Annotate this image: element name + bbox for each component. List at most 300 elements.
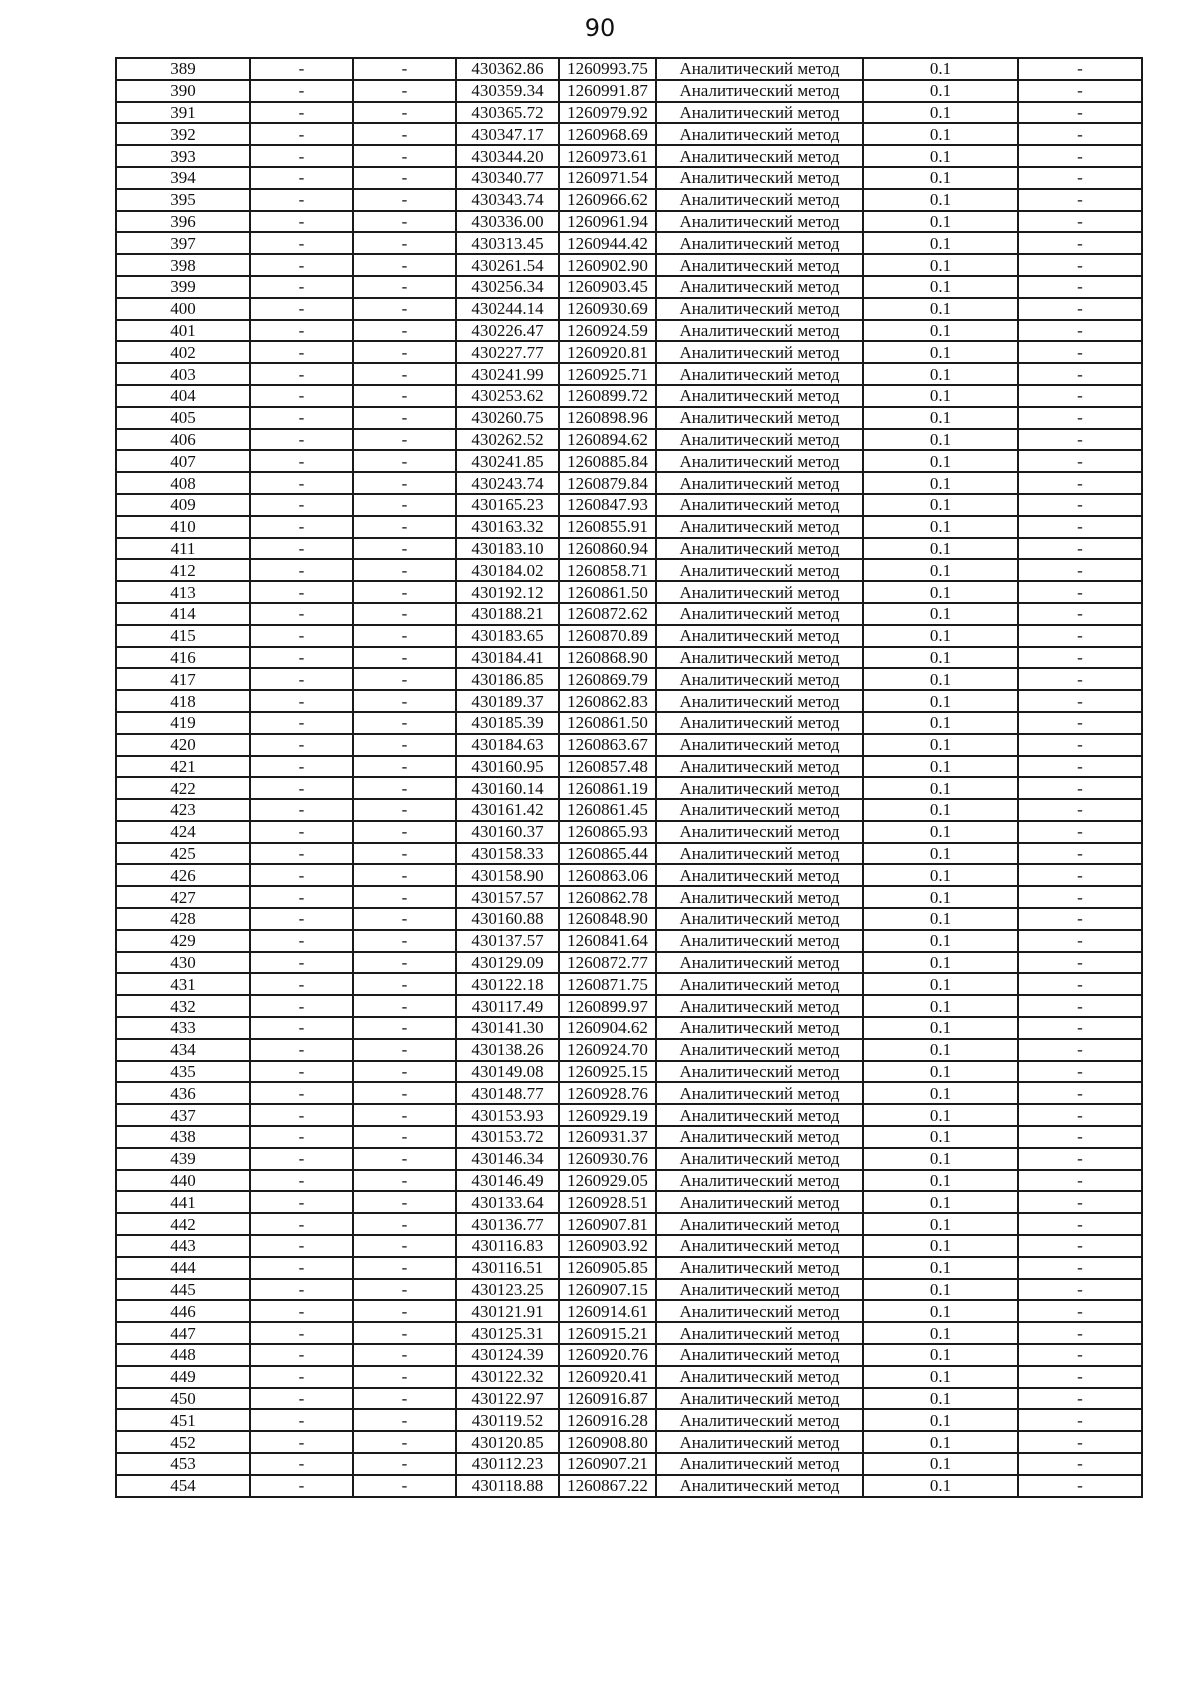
- x-coordinate-cell: 430344.20: [456, 145, 559, 167]
- y-coordinate-cell: 1260855.91: [559, 516, 656, 538]
- point-number-cell: 435: [116, 1061, 250, 1083]
- accuracy-cell: 0.1: [863, 1213, 1018, 1235]
- y-coordinate-cell: 1260924.70: [559, 1039, 656, 1061]
- x-coordinate-cell: 430362.86: [456, 58, 559, 80]
- accuracy-cell: 0.1: [863, 211, 1018, 233]
- method-cell: Аналитический метод: [656, 276, 863, 298]
- blank-cell-a: -: [250, 603, 353, 625]
- blank-cell-a: -: [250, 407, 353, 429]
- table-row: [116, 1213, 1142, 1235]
- y-coordinate-cell: 1260916.87: [559, 1388, 656, 1410]
- method-cell: Аналитический метод: [656, 864, 863, 886]
- y-coordinate-cell: 1260879.84: [559, 472, 656, 494]
- blank-cell-b: -: [353, 320, 456, 342]
- point-number-cell: 409: [116, 494, 250, 516]
- point-number-cell: 400: [116, 298, 250, 320]
- note-cell: -: [1018, 1366, 1142, 1388]
- blank-cell-a: -: [250, 276, 353, 298]
- y-coordinate-cell: 1260898.96: [559, 407, 656, 429]
- point-number-cell: 451: [116, 1409, 250, 1431]
- blank-cell-a: -: [250, 1388, 353, 1410]
- note-cell: -: [1018, 690, 1142, 712]
- point-number-cell: 439: [116, 1148, 250, 1170]
- table-row: [116, 799, 1142, 821]
- x-coordinate-cell: 430118.88: [456, 1475, 559, 1497]
- blank-cell-b: -: [353, 167, 456, 189]
- blank-cell-b: -: [353, 1475, 456, 1497]
- x-coordinate-cell: 430146.34: [456, 1148, 559, 1170]
- blank-cell-b: -: [353, 407, 456, 429]
- accuracy-cell: 0.1: [863, 538, 1018, 560]
- y-coordinate-cell: 1260894.62: [559, 429, 656, 451]
- y-coordinate-cell: 1260920.41: [559, 1366, 656, 1388]
- y-coordinate-cell: 1260928.51: [559, 1191, 656, 1213]
- x-coordinate-cell: 430359.34: [456, 80, 559, 102]
- blank-cell-a: -: [250, 973, 353, 995]
- table-row: [116, 407, 1142, 429]
- note-cell: -: [1018, 320, 1142, 342]
- blank-cell-b: -: [353, 1431, 456, 1453]
- table-row: [116, 254, 1142, 276]
- accuracy-cell: 0.1: [863, 1017, 1018, 1039]
- accuracy-cell: 0.1: [863, 930, 1018, 952]
- x-coordinate-cell: 430347.17: [456, 123, 559, 145]
- table-row: [116, 1388, 1142, 1410]
- blank-cell-a: -: [250, 1039, 353, 1061]
- table-row: [116, 1061, 1142, 1083]
- accuracy-cell: 0.1: [863, 843, 1018, 865]
- blank-cell-a: -: [250, 189, 353, 211]
- blank-cell-b: -: [353, 625, 456, 647]
- blank-cell-a: -: [250, 712, 353, 734]
- table-row: [116, 1104, 1142, 1126]
- note-cell: -: [1018, 1061, 1142, 1083]
- x-coordinate-cell: 430122.97: [456, 1388, 559, 1410]
- blank-cell-a: -: [250, 1148, 353, 1170]
- point-number-cell: 437: [116, 1104, 250, 1126]
- method-cell: Аналитический метод: [656, 930, 863, 952]
- point-number-cell: 398: [116, 254, 250, 276]
- blank-cell-b: -: [353, 843, 456, 865]
- blank-cell-a: -: [250, 145, 353, 167]
- y-coordinate-cell: 1260903.92: [559, 1235, 656, 1257]
- method-cell: Аналитический метод: [656, 799, 863, 821]
- accuracy-cell: 0.1: [863, 668, 1018, 690]
- x-coordinate-cell: 430153.93: [456, 1104, 559, 1126]
- note-cell: -: [1018, 1453, 1142, 1475]
- x-coordinate-cell: 430185.39: [456, 712, 559, 734]
- blank-cell-a: -: [250, 385, 353, 407]
- method-cell: Аналитический метод: [656, 1388, 863, 1410]
- point-number-cell: 448: [116, 1344, 250, 1366]
- accuracy-cell: 0.1: [863, 1475, 1018, 1497]
- accuracy-cell: 0.1: [863, 472, 1018, 494]
- blank-cell-b: -: [353, 1322, 456, 1344]
- x-coordinate-cell: 430160.88: [456, 908, 559, 930]
- accuracy-cell: 0.1: [863, 603, 1018, 625]
- accuracy-cell: 0.1: [863, 1039, 1018, 1061]
- table-row: [116, 668, 1142, 690]
- method-cell: Аналитический метод: [656, 58, 863, 80]
- y-coordinate-cell: 1260867.22: [559, 1475, 656, 1497]
- accuracy-cell: 0.1: [863, 1344, 1018, 1366]
- note-cell: -: [1018, 1017, 1142, 1039]
- accuracy-cell: 0.1: [863, 58, 1018, 80]
- blank-cell-b: -: [353, 864, 456, 886]
- accuracy-cell: 0.1: [863, 1170, 1018, 1192]
- y-coordinate-cell: 1260865.93: [559, 821, 656, 843]
- blank-cell-b: -: [353, 756, 456, 778]
- method-cell: Аналитический метод: [656, 1279, 863, 1301]
- blank-cell-b: -: [353, 1388, 456, 1410]
- blank-cell-b: -: [353, 472, 456, 494]
- accuracy-cell: 0.1: [863, 973, 1018, 995]
- method-cell: Аналитический метод: [656, 908, 863, 930]
- note-cell: -: [1018, 712, 1142, 734]
- method-cell: Аналитический метод: [656, 298, 863, 320]
- point-number-cell: 430: [116, 952, 250, 974]
- accuracy-cell: 0.1: [863, 167, 1018, 189]
- blank-cell-b: -: [353, 211, 456, 233]
- method-cell: Аналитический метод: [656, 647, 863, 669]
- note-cell: -: [1018, 167, 1142, 189]
- x-coordinate-cell: 430241.85: [456, 450, 559, 472]
- x-coordinate-cell: 430129.09: [456, 952, 559, 974]
- accuracy-cell: 0.1: [863, 1388, 1018, 1410]
- y-coordinate-cell: 1260848.90: [559, 908, 656, 930]
- blank-cell-b: -: [353, 1257, 456, 1279]
- blank-cell-b: -: [353, 450, 456, 472]
- point-number-cell: 429: [116, 930, 250, 952]
- method-cell: Аналитический метод: [656, 625, 863, 647]
- blank-cell-a: -: [250, 799, 353, 821]
- blank-cell-a: -: [250, 1082, 353, 1104]
- table-row: [116, 843, 1142, 865]
- x-coordinate-cell: 430260.75: [456, 407, 559, 429]
- method-cell: Аналитический метод: [656, 1191, 863, 1213]
- accuracy-cell: 0.1: [863, 1191, 1018, 1213]
- table-row: [116, 930, 1142, 952]
- note-cell: -: [1018, 1082, 1142, 1104]
- blank-cell-b: -: [353, 1126, 456, 1148]
- y-coordinate-cell: 1260907.15: [559, 1279, 656, 1301]
- x-coordinate-cell: 430192.12: [456, 581, 559, 603]
- accuracy-cell: 0.1: [863, 799, 1018, 821]
- method-cell: Аналитический метод: [656, 232, 863, 254]
- x-coordinate-cell: 430122.18: [456, 973, 559, 995]
- note-cell: -: [1018, 1279, 1142, 1301]
- blank-cell-b: -: [353, 254, 456, 276]
- table-row: [116, 864, 1142, 886]
- blank-cell-b: -: [353, 886, 456, 908]
- note-cell: -: [1018, 603, 1142, 625]
- accuracy-cell: 0.1: [863, 1126, 1018, 1148]
- note-cell: -: [1018, 145, 1142, 167]
- blank-cell-a: -: [250, 930, 353, 952]
- accuracy-cell: 0.1: [863, 864, 1018, 886]
- note-cell: -: [1018, 1409, 1142, 1431]
- blank-cell-a: -: [250, 1366, 353, 1388]
- x-coordinate-cell: 430161.42: [456, 799, 559, 821]
- y-coordinate-cell: 1260861.50: [559, 712, 656, 734]
- blank-cell-a: -: [250, 1431, 353, 1453]
- point-number-cell: 424: [116, 821, 250, 843]
- accuracy-cell: 0.1: [863, 320, 1018, 342]
- y-coordinate-cell: 1260872.62: [559, 603, 656, 625]
- x-coordinate-cell: 430123.25: [456, 1279, 559, 1301]
- y-coordinate-cell: 1260993.75: [559, 58, 656, 80]
- note-cell: -: [1018, 625, 1142, 647]
- x-coordinate-cell: 430183.10: [456, 538, 559, 560]
- y-coordinate-cell: 1260920.76: [559, 1344, 656, 1366]
- point-number-cell: 444: [116, 1257, 250, 1279]
- blank-cell-b: -: [353, 1082, 456, 1104]
- accuracy-cell: 0.1: [863, 341, 1018, 363]
- blank-cell-a: -: [250, 734, 353, 756]
- blank-cell-a: -: [250, 429, 353, 451]
- note-cell: -: [1018, 516, 1142, 538]
- blank-cell-b: -: [353, 145, 456, 167]
- y-coordinate-cell: 1260861.45: [559, 799, 656, 821]
- point-number-cell: 426: [116, 864, 250, 886]
- blank-cell-a: -: [250, 1191, 353, 1213]
- y-coordinate-cell: 1260961.94: [559, 211, 656, 233]
- accuracy-cell: 0.1: [863, 712, 1018, 734]
- blank-cell-a: -: [250, 908, 353, 930]
- table-row: [116, 995, 1142, 1017]
- blank-cell-b: -: [353, 1104, 456, 1126]
- accuracy-cell: 0.1: [863, 385, 1018, 407]
- blank-cell-b: -: [353, 799, 456, 821]
- point-number-cell: 441: [116, 1191, 250, 1213]
- accuracy-cell: 0.1: [863, 1257, 1018, 1279]
- y-coordinate-cell: 1260903.45: [559, 276, 656, 298]
- y-coordinate-cell: 1260929.19: [559, 1104, 656, 1126]
- table-row: [116, 734, 1142, 756]
- x-coordinate-cell: 430136.77: [456, 1213, 559, 1235]
- x-coordinate-cell: 430153.72: [456, 1126, 559, 1148]
- point-number-cell: 431: [116, 973, 250, 995]
- x-coordinate-cell: 430138.26: [456, 1039, 559, 1061]
- blank-cell-a: -: [250, 690, 353, 712]
- blank-cell-b: -: [353, 341, 456, 363]
- note-cell: -: [1018, 385, 1142, 407]
- y-coordinate-cell: 1260863.67: [559, 734, 656, 756]
- note-cell: -: [1018, 189, 1142, 211]
- y-coordinate-cell: 1260861.50: [559, 581, 656, 603]
- note-cell: -: [1018, 886, 1142, 908]
- method-cell: Аналитический метод: [656, 385, 863, 407]
- y-coordinate-cell: 1260973.61: [559, 145, 656, 167]
- blank-cell-a: -: [250, 1104, 353, 1126]
- table-row: [116, 952, 1142, 974]
- method-cell: Аналитический метод: [656, 973, 863, 995]
- table-row: [116, 80, 1142, 102]
- method-cell: Аналитический метод: [656, 886, 863, 908]
- accuracy-cell: 0.1: [863, 363, 1018, 385]
- blank-cell-a: -: [250, 843, 353, 865]
- blank-cell-b: -: [353, 429, 456, 451]
- point-number-cell: 412: [116, 559, 250, 581]
- x-coordinate-cell: 430184.02: [456, 559, 559, 581]
- note-cell: -: [1018, 864, 1142, 886]
- blank-cell-b: -: [353, 712, 456, 734]
- accuracy-cell: 0.1: [863, 145, 1018, 167]
- note-cell: -: [1018, 647, 1142, 669]
- y-coordinate-cell: 1260902.90: [559, 254, 656, 276]
- x-coordinate-cell: 430184.63: [456, 734, 559, 756]
- accuracy-cell: 0.1: [863, 756, 1018, 778]
- table-row: [116, 538, 1142, 560]
- y-coordinate-cell: 1260966.62: [559, 189, 656, 211]
- blank-cell-b: -: [353, 516, 456, 538]
- blank-cell-a: -: [250, 211, 353, 233]
- blank-cell-a: -: [250, 1213, 353, 1235]
- table-row: [116, 1322, 1142, 1344]
- point-number-cell: 389: [116, 58, 250, 80]
- table-row: [116, 1431, 1142, 1453]
- blank-cell-a: -: [250, 1453, 353, 1475]
- blank-cell-a: -: [250, 1235, 353, 1257]
- y-coordinate-cell: 1260931.37: [559, 1126, 656, 1148]
- point-number-cell: 416: [116, 647, 250, 669]
- method-cell: Аналитический метод: [656, 123, 863, 145]
- method-cell: Аналитический метод: [656, 341, 863, 363]
- blank-cell-b: -: [353, 58, 456, 80]
- blank-cell-b: -: [353, 385, 456, 407]
- method-cell: Аналитический метод: [656, 1082, 863, 1104]
- y-coordinate-cell: 1260861.19: [559, 777, 656, 799]
- blank-cell-a: -: [250, 298, 353, 320]
- method-cell: Аналитический метод: [656, 603, 863, 625]
- y-coordinate-cell: 1260920.81: [559, 341, 656, 363]
- table-row: [116, 123, 1142, 145]
- accuracy-cell: 0.1: [863, 908, 1018, 930]
- note-cell: -: [1018, 1039, 1142, 1061]
- method-cell: Аналитический метод: [656, 211, 863, 233]
- method-cell: Аналитический метод: [656, 1300, 863, 1322]
- note-cell: -: [1018, 1148, 1142, 1170]
- blank-cell-a: -: [250, 123, 353, 145]
- point-number-cell: 410: [116, 516, 250, 538]
- note-cell: -: [1018, 581, 1142, 603]
- accuracy-cell: 0.1: [863, 232, 1018, 254]
- method-cell: Аналитический метод: [656, 1322, 863, 1344]
- accuracy-cell: 0.1: [863, 429, 1018, 451]
- blank-cell-b: -: [353, 276, 456, 298]
- point-number-cell: 453: [116, 1453, 250, 1475]
- accuracy-cell: 0.1: [863, 1431, 1018, 1453]
- x-coordinate-cell: 430163.32: [456, 516, 559, 538]
- point-number-cell: 405: [116, 407, 250, 429]
- point-number-cell: 406: [116, 429, 250, 451]
- x-coordinate-cell: 430133.64: [456, 1191, 559, 1213]
- method-cell: Аналитический метод: [656, 995, 863, 1017]
- blank-cell-b: -: [353, 102, 456, 124]
- method-cell: Аналитический метод: [656, 1148, 863, 1170]
- note-cell: -: [1018, 58, 1142, 80]
- x-coordinate-cell: 430141.30: [456, 1017, 559, 1039]
- blank-cell-b: -: [353, 1344, 456, 1366]
- table-row: [116, 494, 1142, 516]
- method-cell: Аналитический метод: [656, 538, 863, 560]
- blank-cell-b: -: [353, 123, 456, 145]
- x-coordinate-cell: 430188.21: [456, 603, 559, 625]
- accuracy-cell: 0.1: [863, 581, 1018, 603]
- blank-cell-a: -: [250, 821, 353, 843]
- accuracy-cell: 0.1: [863, 1322, 1018, 1344]
- method-cell: Аналитический метод: [656, 756, 863, 778]
- table-row: [116, 559, 1142, 581]
- method-cell: Аналитический метод: [656, 320, 863, 342]
- blank-cell-a: -: [250, 1061, 353, 1083]
- x-coordinate-cell: 430117.49: [456, 995, 559, 1017]
- blank-cell-a: -: [250, 494, 353, 516]
- method-cell: Аналитический метод: [656, 1475, 863, 1497]
- method-cell: Аналитический метод: [656, 1235, 863, 1257]
- point-number-cell: 419: [116, 712, 250, 734]
- blank-cell-b: -: [353, 690, 456, 712]
- accuracy-cell: 0.1: [863, 80, 1018, 102]
- blank-cell-a: -: [250, 625, 353, 647]
- y-coordinate-cell: 1260862.83: [559, 690, 656, 712]
- blank-cell-a: -: [250, 581, 353, 603]
- point-number-cell: 404: [116, 385, 250, 407]
- y-coordinate-cell: 1260979.92: [559, 102, 656, 124]
- table-row: [116, 886, 1142, 908]
- note-cell: -: [1018, 1235, 1142, 1257]
- table-row: [116, 625, 1142, 647]
- table-row: [116, 1148, 1142, 1170]
- x-coordinate-cell: 430262.52: [456, 429, 559, 451]
- method-cell: Аналитический метод: [656, 559, 863, 581]
- blank-cell-a: -: [250, 668, 353, 690]
- blank-cell-b: -: [353, 232, 456, 254]
- note-cell: -: [1018, 734, 1142, 756]
- blank-cell-a: -: [250, 167, 353, 189]
- blank-cell-b: -: [353, 1279, 456, 1301]
- x-coordinate-cell: 430137.57: [456, 930, 559, 952]
- method-cell: Аналитический метод: [656, 712, 863, 734]
- point-number-cell: 421: [116, 756, 250, 778]
- method-cell: Аналитический метод: [656, 581, 863, 603]
- blank-cell-b: -: [353, 1213, 456, 1235]
- note-cell: -: [1018, 1170, 1142, 1192]
- method-cell: Аналитический метод: [656, 407, 863, 429]
- y-coordinate-cell: 1260930.76: [559, 1148, 656, 1170]
- x-coordinate-cell: 430158.33: [456, 843, 559, 865]
- x-coordinate-cell: 430343.74: [456, 189, 559, 211]
- table-row: [116, 145, 1142, 167]
- blank-cell-a: -: [250, 320, 353, 342]
- note-cell: -: [1018, 123, 1142, 145]
- accuracy-cell: 0.1: [863, 995, 1018, 1017]
- note-cell: -: [1018, 450, 1142, 472]
- point-number-cell: 440: [116, 1170, 250, 1192]
- table-row: [116, 211, 1142, 233]
- x-coordinate-cell: 430124.39: [456, 1344, 559, 1366]
- x-coordinate-cell: 430160.95: [456, 756, 559, 778]
- point-number-cell: 408: [116, 472, 250, 494]
- blank-cell-a: -: [250, 1475, 353, 1497]
- table-row: [116, 1126, 1142, 1148]
- point-number-cell: 402: [116, 341, 250, 363]
- method-cell: Аналитический метод: [656, 1453, 863, 1475]
- accuracy-cell: 0.1: [863, 1453, 1018, 1475]
- point-number-cell: 391: [116, 102, 250, 124]
- note-cell: -: [1018, 1104, 1142, 1126]
- x-coordinate-cell: 430243.74: [456, 472, 559, 494]
